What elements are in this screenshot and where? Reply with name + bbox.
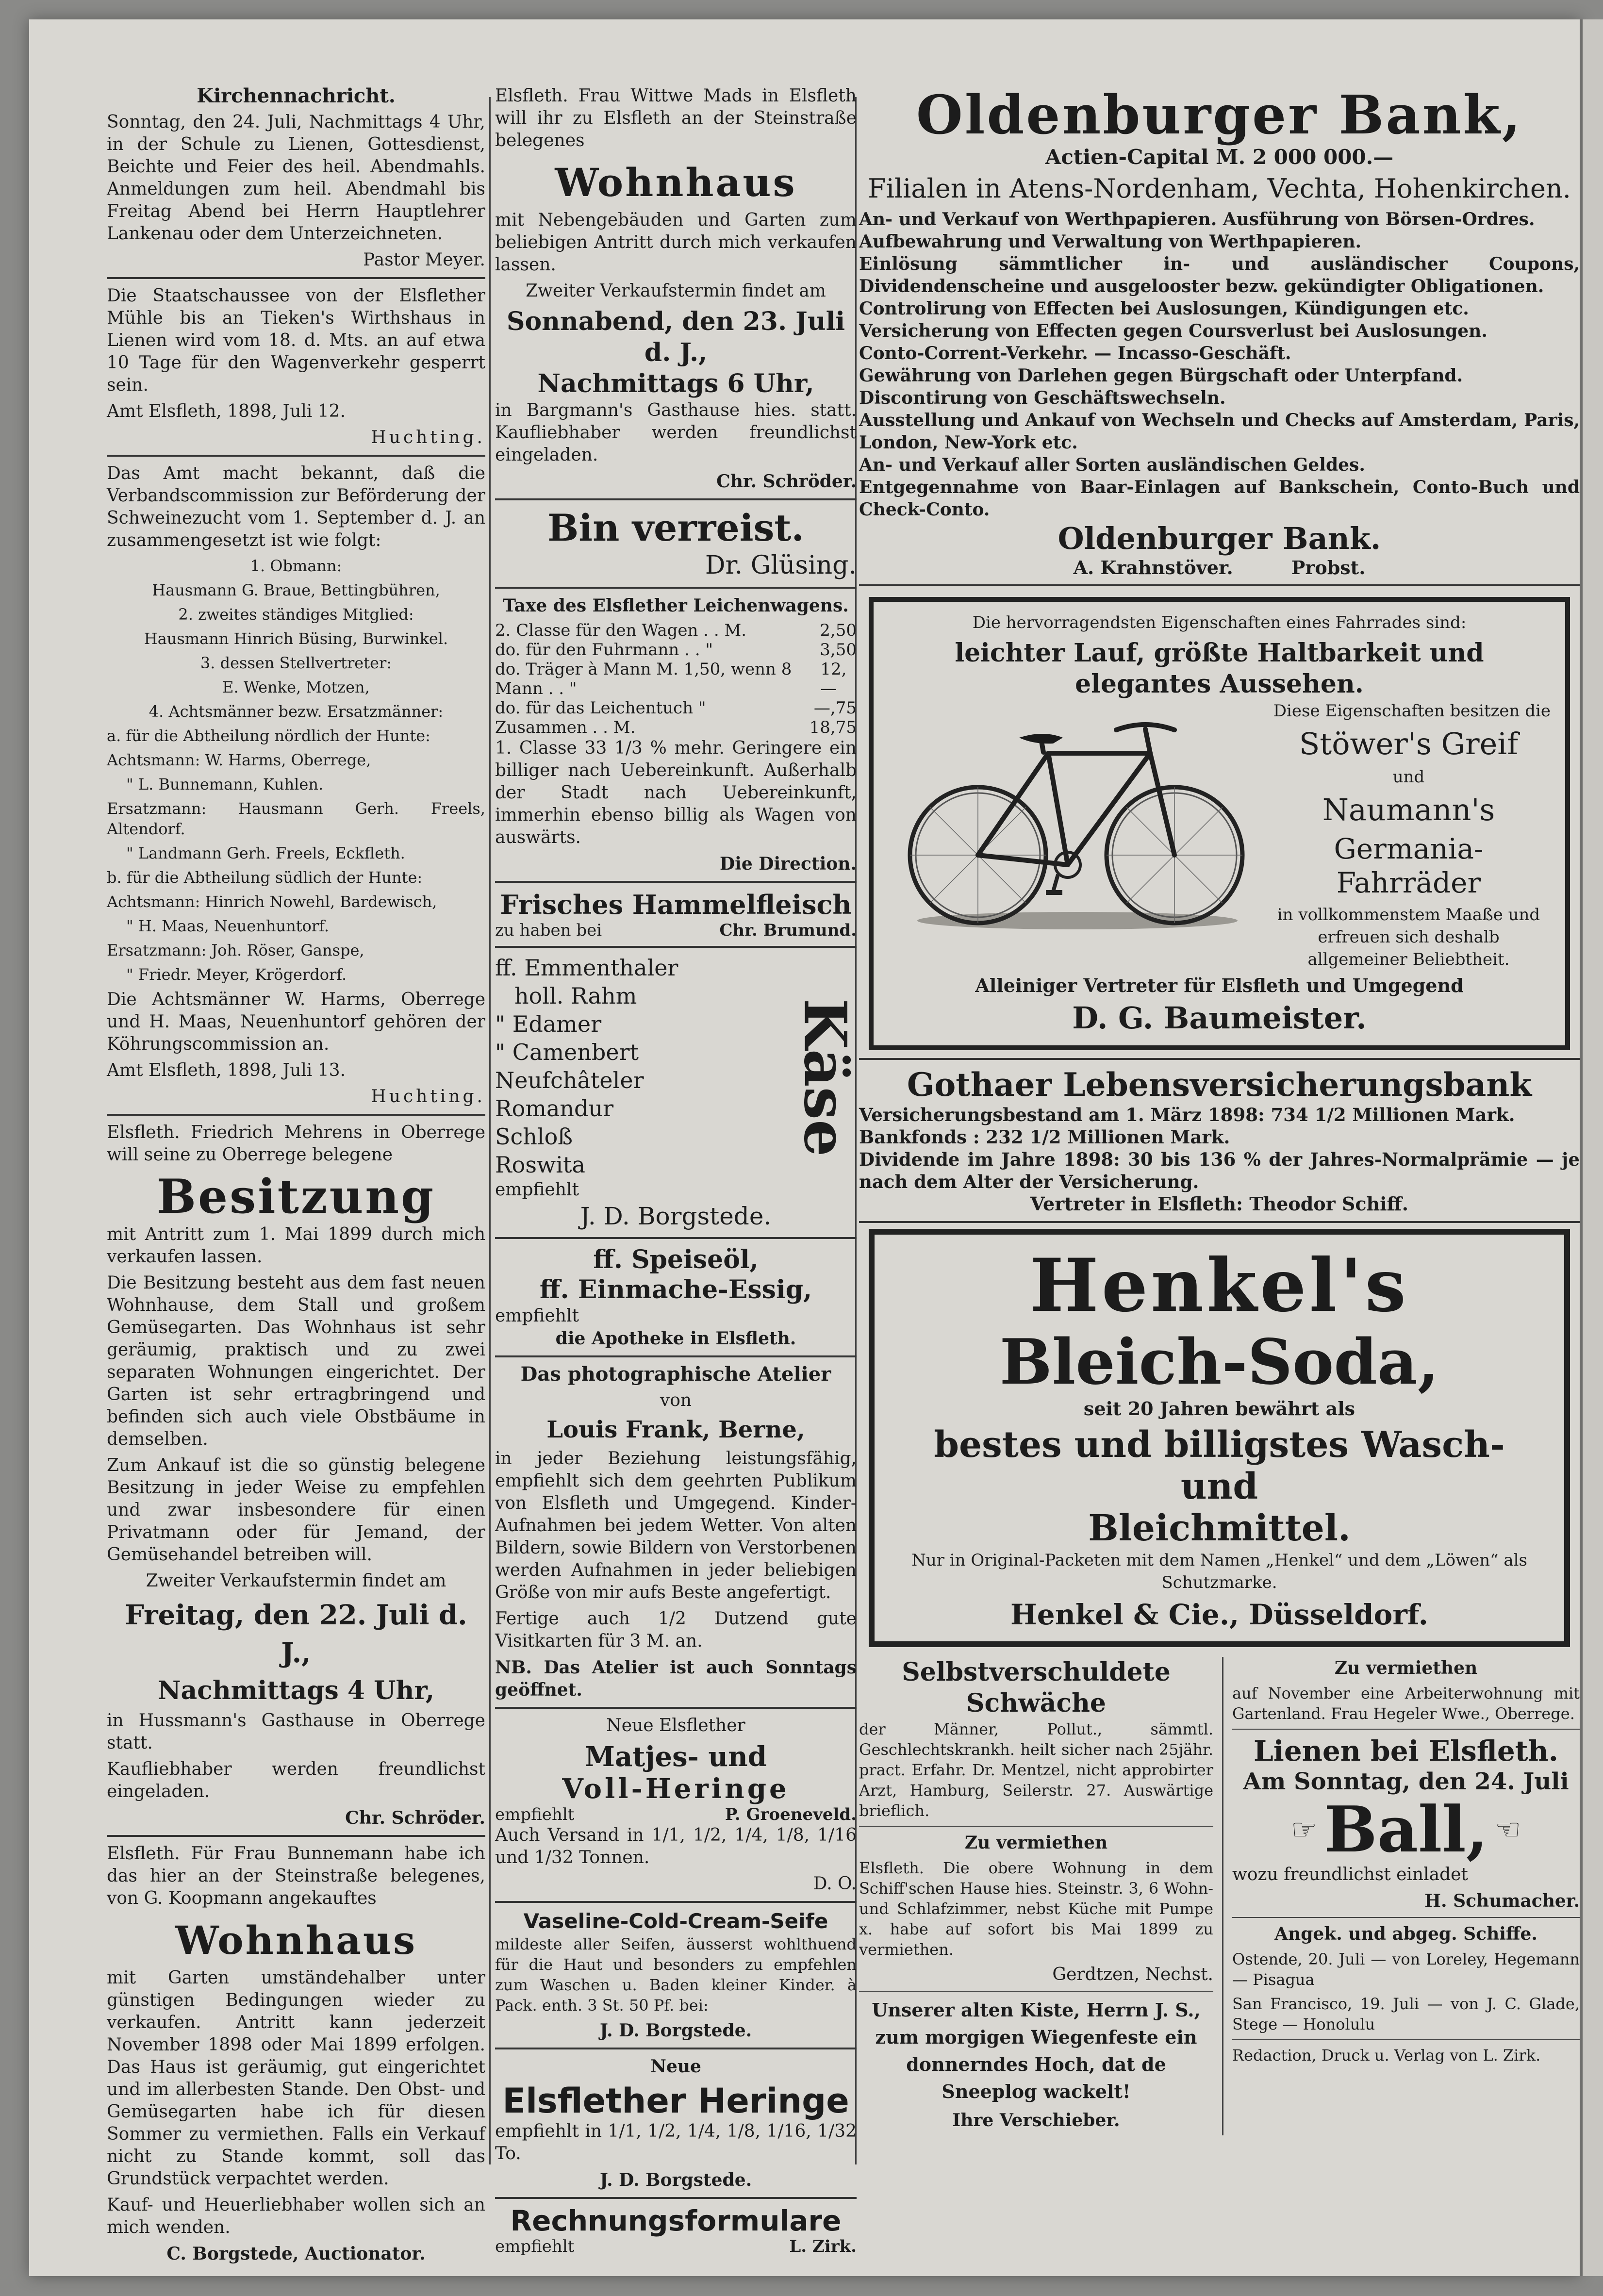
tariff-label: do. für das Leichentuch " — [495, 698, 706, 718]
herring-text: Auch Versand in 1/1, 1/2, 1/4, 1/8, 1/16 und 1/32 Tonnen. — [495, 1825, 857, 1867]
ball-date: Am Sonntag, den 24. Juli — [1243, 1768, 1569, 1795]
photo-nb: NB. Das Atelier ist auch Sonntags geöffnet. — [495, 1657, 857, 1700]
away-heading: Bin verreist. — [547, 506, 804, 549]
mutton-heading: Frisches Hammelfleisch — [500, 889, 852, 920]
mads-sale-time: Nachmittags 6 Uhr, — [537, 369, 814, 398]
bicycle-brand-3: Germania-Fahrräder — [1334, 832, 1484, 899]
vaseline-text: mildeste aller Seifen, äusserst wohlthuend für die Haut und besonders zu empfehlen zum Waschen u. Baden kleiner Kinder. à Pack. enth. 3 St. 50 Pf. bei: — [495, 1935, 857, 2015]
gotha-signature: Vertreter in Elsfleth: Theodor Schiff. — [1030, 1193, 1408, 1215]
mutton-signature: Chr. Brumund. — [719, 921, 857, 940]
divider — [495, 1901, 857, 1903]
bicycle-text-1: Diese Eigenschaften besitzen die — [1273, 701, 1551, 721]
tariff-label: 2. Classe für den Wagen . . M. — [495, 621, 747, 640]
pointing-hand-left-icon: ☞ — [1291, 1813, 1317, 1847]
weakness-text: der Männer, Pollut., sämmtl. Geschlechtskrankh. heilt sicher nach 25jähr. pract. Erfahr. Dr. Mentzel, nicht approbirter Arzt, Hamburg, Seilerstr. 27. Auswärtige brieflich. — [859, 1720, 1213, 1820]
cheese-item: " Camenbert — [495, 1039, 639, 1065]
greeting-text: Unserer alten Kiste, Herrn J. S., zum morgigen Wiegenfeste ein donnerndes Hoch, dat de Sneeplog wackelt! — [872, 1999, 1201, 2102]
ball-signature: H. Schumacher. — [1424, 1891, 1580, 1911]
bank-service: An- und Verkauf von Werthpapieren. Ausführung von Börsen-Ordres. — [859, 209, 1535, 230]
bank-service: An- und Verkauf aller Sorten ausländischen Geldes. — [859, 455, 1365, 475]
bank-signature-right: Probst. — [1291, 557, 1366, 578]
bank-service: Entgegennahme von Baar-Einlagen auf Bankschein, Conto-Buch und Check-Conto. — [859, 477, 1580, 520]
henkel-product: Bleich-Soda, — [999, 1326, 1439, 1399]
bank-service: Conto-Corrent-Verkehr. — Incasso-Geschäft. — [859, 343, 1291, 363]
tariff-value: 2,50 — [820, 621, 857, 640]
bank-signatures — [859, 557, 1580, 578]
gotha-title: Gothaer Lebensversicherungsbank — [907, 1066, 1532, 1104]
mads-signature: Chr. Schröder. — [716, 471, 857, 492]
henkel-claim-1: bestes und billigstes Wasch- und — [934, 1424, 1505, 1507]
cheese-item: ff. Emmenthaler — [495, 955, 678, 981]
mads-heading: Wohnhaus — [555, 160, 797, 205]
sale-signature: Chr. Schröder. — [345, 1808, 485, 1828]
mads-intro: Elsfleth. Frau Wittwe Mads in Elsfleth will ihr zu Elsfleth an der Steinstraße belegenes — [495, 86, 857, 150]
road-notice: Die Staatschaussee von der Elsflether Mühle bis an Tieken's Wirthshaus in Lienen wird vom 18. d. Mts. an auf etwa 10 Tage für den Wagenverkehr gesperrt sein. — [107, 286, 485, 395]
tariff-title: Taxe des Elsflether Leichenwagens. — [503, 595, 849, 616]
cheese-item: Neufchâteler — [495, 1067, 644, 1093]
gotha-line: Versicherungsbestand am 1. März 1898: 734 1/2 Millionen Mark. — [859, 1104, 1515, 1125]
bank-branches: Filialen in Atens-Nordenham, Vechta, Hohenkirchen. — [868, 173, 1571, 204]
rent2-title: Zu vermiethen — [964, 1833, 1108, 1853]
divider — [1232, 1917, 1580, 1918]
divider — [859, 1991, 1213, 1992]
oil-recommends: empfiehlt — [495, 1306, 579, 1326]
henkel-since: seit 20 Jahren bewährt als — [1083, 1398, 1355, 1420]
henkel-title: Henkel's — [1030, 1243, 1409, 1328]
tariff-row — [495, 640, 857, 660]
greeting-signature: Ihre Verschieber. — [952, 2110, 1120, 2131]
tariff-value: 18,75 — [809, 718, 857, 737]
sale-time: Nachmittags 4 Uhr, — [157, 1676, 435, 1705]
road-date: Amt Elsfleth, 1898, Juli 12. — [107, 401, 346, 421]
bicycle-text — [1267, 700, 1551, 975]
imprint: Redaction, Druck u. Verlag von L. Zirk. — [1232, 2046, 1541, 2065]
office-line: Hausmann Hinrich Büsing, Burwinkel. — [144, 629, 448, 648]
cheese-item: holl. Rahm — [514, 983, 637, 1009]
tariff-row — [495, 660, 857, 698]
office-date: Amt Elsfleth, 1898, Juli 13. — [107, 1060, 346, 1080]
forms-signature: L. Zirk. — [789, 2237, 857, 2256]
office-line: Hausmann G. Braue, Bettingbühren, — [152, 581, 440, 599]
bank-service: Einlösung sämmtlicher in- und ausländischer Coupons, Dividendenscheine und ausgelooster bezw. gekündigter Obligationen. — [859, 254, 1580, 297]
bicycle-illustration — [888, 700, 1267, 933]
besitzung-text: Zum Ankauf ist die so günstig belegene Besitzung in jeder Weise zu empfehlen und zwar insbesondere für einen Privatmann oder für Jemand, der Gemüsehandel betreiben will. — [107, 1455, 485, 1565]
divider — [1232, 2039, 1580, 2040]
bank-service: Discontirung von Geschäftswechseln. — [859, 388, 1226, 408]
mads-sale-date: Sonnabend, den 23. Juli d. J., — [506, 307, 845, 367]
column-1 — [107, 85, 485, 2269]
divider — [495, 2197, 857, 2199]
besitzung-text: mit Antritt zum 1. Mai 1899 durch mich verkaufen lassen. — [107, 1224, 485, 1267]
rent1-text: auf November eine Arbeiterwohnung mit Gartenland. Frau Hegeler Wwe., Oberrege. — [1232, 1684, 1580, 1723]
divider — [495, 1707, 857, 1709]
tariff-label: do. Träger à Mann M. 1,50, wenn 8 Mann . . " — [495, 660, 792, 698]
bicycle-signature: D. G. Baumeister. — [1072, 1000, 1367, 1036]
herring-pre: Neue Elsflether — [606, 1716, 745, 1735]
photo-name: Louis Frank, Berne, — [546, 1416, 805, 1443]
forms-row — [495, 2237, 857, 2256]
office-signature: Huchting. — [371, 1087, 485, 1107]
henkel-ad — [869, 1229, 1570, 1647]
herring-heading: Voll-Heringe — [562, 1773, 790, 1805]
cheese-item: Schloß — [495, 1123, 573, 1150]
house-intro: Elsfleth. Für Frau Bunnemann habe ich das hier an der Steinstraße belegenes, von G. Koopmann angekauftes — [107, 1844, 485, 1908]
mads-text: mit Nebengebäuden und Garten zum beliebigen Antritt durch mich verkaufen lassen. — [495, 210, 857, 275]
divider — [107, 1835, 485, 1837]
cheese-item: " Edamer — [495, 1011, 602, 1037]
bicycle-dealer: Alleiniger Vertreter für Elsfleth und Umgegend — [975, 975, 1464, 996]
divider — [495, 881, 857, 883]
mehrens-intro: Elsfleth. Friedrich Mehrens in Oberrege will seine zu Oberrege belegene — [107, 1123, 485, 1165]
bicycle-text-2: in vollkommenstem Maaße und erfreuen sich deshalb allgemeiner Beliebtheit. — [1277, 905, 1540, 969]
weakness-title: Selbstverschuldete Schwäche — [902, 1657, 1171, 1718]
house-signature: C. Borgstede, Auctionator. — [166, 2244, 426, 2264]
bank-service: Versicherung von Effecten gegen Coursverlust bei Auslosungen. — [859, 321, 1487, 341]
cheese-ad — [495, 954, 857, 1201]
mutton-sub: zu haben bei — [495, 921, 602, 940]
bottom-left — [859, 1657, 1223, 2135]
bank-title: Oldenburger Bank, — [916, 83, 1523, 146]
divider — [859, 1826, 1213, 1827]
sale-place: in Hussmann's Gasthause in Oberrege statt. — [107, 1711, 485, 1753]
divider — [107, 277, 485, 279]
mutton-row — [495, 921, 857, 940]
bank-capital: Actien-Capital M. 2 000 000.— — [1045, 145, 1394, 169]
henkel-claim-2: Bleichmittel. — [1088, 1507, 1351, 1549]
column-3 — [859, 85, 1580, 2135]
bank-service: Controlirung von Effecten bei Auslosungen, Kündigungen etc. — [859, 298, 1469, 319]
tariff-value: —,75 — [813, 698, 857, 718]
office-line: Ersatzmann: Hausmann Gerh. Freels, Altendorf. — [107, 799, 485, 838]
sale-invite: Kaufliebhaber werden freundlichst eingeladen. — [107, 1759, 485, 1801]
vinegar-heading: ff. Einmache-Essig, — [539, 1275, 812, 1305]
office-line: E. Wenke, Motzen, — [222, 678, 370, 696]
oil-signature: die Apotheke in Elsfleth. — [555, 1328, 796, 1349]
sale-date-intro: Zweiter Verkaufstermin findet am — [146, 1571, 446, 1591]
house-heading: Wohnhaus — [175, 1917, 417, 1963]
office-line: 2. zweites ständiges Mitglied: — [178, 605, 414, 624]
gotha-line: Dividende im Jahre 1898: 30 bis 136 % der Jahres-Normalprämie — je nach dem Alter der Versicherung. — [859, 1149, 1580, 1192]
office-line: Achtsmann: Hinrich Nowehl, Bardewisch, — [107, 892, 437, 911]
pointing-hand-right-icon: ☜ — [1495, 1813, 1521, 1847]
church-title: Kirchennachricht. — [197, 84, 396, 107]
divider — [495, 498, 857, 500]
bank-footer: Oldenburger Bank. — [1058, 521, 1381, 556]
tariff-label: Zusammen . . M. — [495, 718, 636, 737]
office-line: a. für die Abtheilung nördlich der Hunte: — [107, 727, 430, 745]
bicycle-ad — [869, 597, 1570, 1050]
mads-sale-intro: Zweiter Verkaufstermin findet am — [526, 281, 826, 301]
tariff-signature: Die Direction. — [719, 854, 857, 874]
forms-heading: Rechnungsformulare — [510, 2204, 842, 2237]
photo-von: von — [660, 1390, 692, 1410]
rent2-signature: Gerdtzen, Nechst. — [1052, 1965, 1213, 1984]
divider — [107, 455, 485, 457]
herring-recommends: empfiehlt — [495, 1805, 575, 1824]
ships-row: Ostende, 20. Juli — von Loreley, Hegemann — Pisagua — [1232, 1950, 1580, 1989]
bank-service: Gewährung von Darlehen gegen Bürgschaft oder Unterpfand. — [859, 365, 1463, 386]
cheese-word — [793, 954, 857, 1201]
mads-place: in Bargmann's Gasthause hies. statt. Kaufliebhaber werden freundlichst eingeladen. — [495, 400, 857, 465]
besitzung-heading: Besitzung — [156, 1169, 436, 1224]
tariff-row — [495, 718, 857, 737]
ball-heading-row — [1232, 1792, 1580, 1867]
rent1-title: Zu vermiethen — [1334, 1658, 1478, 1678]
elsfleth-herring-text: empfiehlt in 1/1, 1/2, 1/4, 1/8, 1/16, 1/32 To. — [495, 2121, 857, 2164]
vaseline-heading: Vaseline-Cold-Cream-Seife — [523, 1909, 828, 1933]
house-text: mit Garten umständehalber unter günstigen Bedingungen wieder zu verkaufen. Antritt kann jederzeit November 1898 oder Mai 1899 erfolgen. Das Haus ist geräumig, gut eingerichtet und im allerbesten Stande. Den Obst- und Gemüsegarten habe ich für diesen Sommer zu vermiethen. Falls ein Verkauf nicht zu Stande kommt, soll das Grundstück verpachtet werden. — [107, 1968, 485, 2189]
divider — [1232, 1729, 1580, 1730]
column-2 — [495, 85, 857, 2256]
office-line: " H. Maas, Neuenhuntorf. — [126, 917, 330, 935]
new-label: Neue — [650, 2056, 701, 2077]
cheese-signature: J. D. Borgstede. — [580, 1202, 772, 1230]
ball-word: Ball, — [1323, 1792, 1488, 1867]
cheese-list — [495, 954, 793, 1201]
bank-signature-left: A. Krahnstöver. — [1073, 557, 1233, 578]
bicycle-brand-1: Stöwer's Greif — [1299, 726, 1519, 761]
henkel-signature: Henkel & Cie., Düsseldorf. — [1010, 1598, 1428, 1631]
divider — [495, 587, 857, 589]
bank-service: Ausstellung und Ankauf von Wechseln und Checks auf Amsterdam, Paris, London, New-York etc. — [859, 410, 1580, 453]
cheese-word-text: Käse — [791, 998, 859, 1156]
besitzung-text: Die Besitzung besteht aus dem fast neuen Wohnhause, dem Stall und großem Gemüsegarten. Das Wohnhaus ist sehr geräumig, praktisch und zu zwei separaten Wohnungen eingerichtet. Der Garten ist sehr ertragbringend und befinden sich auch viele Obstbäume in demselben. — [107, 1273, 485, 1449]
ball-place: Lienen bei Elsfleth. — [1254, 1734, 1558, 1767]
divider — [495, 2048, 857, 2049]
tariff-row — [495, 621, 857, 640]
vaseline-signature: J. D. Borgstede. — [599, 2020, 752, 2041]
bank-service: Aufbewahrung und Verwaltung von Werthpapieren. — [859, 231, 1362, 252]
divider — [107, 1114, 485, 1116]
office-line: 1. Obmann: — [250, 557, 342, 575]
church-signature: Pastor Meyer. — [363, 250, 485, 270]
herring-heading: Matjes- und — [585, 1741, 767, 1773]
divider — [495, 946, 857, 948]
cheese-item: Romandur — [495, 1095, 614, 1122]
tariff-row — [495, 698, 857, 718]
office-line: " Landmann Gerh. Freels, Eckfleth. — [126, 844, 405, 862]
divider — [495, 1237, 857, 1239]
divider — [495, 1355, 857, 1357]
photo-text: Fertige auch 1/2 Dutzend gute Visitkarten für 3 M. an. — [495, 1609, 857, 1651]
bicycle-body — [888, 700, 1551, 975]
office-line: b. für die Abtheilung südlich der Hunte: — [107, 868, 423, 887]
tariff-label: do. für den Fuhrmann . . " — [495, 640, 713, 660]
tariff-value: 12,— — [820, 660, 847, 698]
bicycle-und: und — [1392, 767, 1425, 787]
photo-text: in jeder Beziehung leistungsfähig, empfiehlt sich dem geehrten Publikum von Elsfleth und Umgegend. Kinder-Aufnahmen bei jedem Wetter. Von alten Bildern, sowie Bildern von Verstorbenen werden Aufnahmen in jeder beliebigen Größe von mir aufs Beste angefertigt. — [495, 1449, 857, 1602]
ball-text: wozu freundlichst einladet — [1232, 1865, 1468, 1884]
cheese-recommends: empfiehlt — [495, 1180, 579, 1200]
divider — [859, 1221, 1580, 1223]
bottom-right — [1223, 1657, 1580, 2135]
bottom-columns — [859, 1657, 1580, 2135]
herring-initials: D. O. — [813, 1874, 857, 1894]
office-line: Achtsmann: W. Harms, Oberrege, — [107, 751, 371, 769]
bicycle-brand-2: Naumann's — [1322, 792, 1495, 827]
office-line: 3. dessen Stellvertreter: — [200, 654, 392, 672]
photo-title: Das photographische Atelier — [520, 1363, 831, 1386]
next-page-edge — [1580, 19, 1603, 2276]
away-signature: Dr. Glüsing. — [705, 551, 857, 580]
column-rule — [489, 97, 491, 2164]
sale-date: Freitag, den 22. Juli d. J., — [125, 1599, 467, 1669]
church-text: Sonntag, den 24. Juli, Nachmittags 4 Uhr, in der Schule zu Lienen, Gottesdienst, Beichte und Feier des heil. Abendmahls. Anmeldungen zum heil. Abendmahl bis Freitag Abend bei Herrn Hauptlehrer Lankenau oder dem Unterzeichneten. — [107, 112, 485, 244]
office-line: " L. Bunnemann, Kuhlen. — [126, 775, 324, 793]
office-end: Die Achtsmänner W. Harms, Oberrege und H. Maas, Neuenhuntorf gehören der Köhrungscommission an. — [107, 990, 485, 1054]
bicycle-headline: leichter Lauf, größte Haltbarkeit und elegantes Aussehen. — [955, 638, 1484, 699]
office-line: 4. Achtsmänner bezw. Ersatzmänner: — [149, 702, 444, 721]
herring-signature: P. Groeneveld. — [725, 1805, 857, 1824]
forms-recommends: empfiehlt — [495, 2237, 575, 2256]
gotha-line: Bankfonds : 232 1/2 Millionen Mark. — [859, 1126, 1230, 1148]
divider — [859, 1058, 1580, 1060]
ships-title: Angek. und abgeg. Schiffe. — [1274, 1924, 1537, 1944]
office-line: Ersatzmann: Joh. Röser, Ganspe, — [107, 941, 364, 959]
office-notice: Das Amt macht bekannt, daß die Verbandscommission zur Beförderung der Schweinezucht vom 1. September d. J. an zusammengesetzt ist wie folgt: — [107, 463, 485, 550]
oil-heading: ff. Speiseöl, — [593, 1245, 759, 1274]
elsfleth-herring-heading: Elsflether Heringe — [502, 2081, 849, 2121]
henkel-only: Nur in Original-Packeten mit dem Namen „Henkel“ und dem „Löwen“ als Schutzmarke. — [911, 1551, 1527, 1592]
herring-row — [495, 1805, 857, 1824]
road-signature: Huchting. — [371, 428, 485, 447]
office-line: " Friedr. Meyer, Krögerdorf. — [126, 965, 347, 984]
cheese-item: Roswita — [495, 1152, 585, 1178]
ships-row: San Francisco, 19. Juli — von J. C. Glade, Stege — Honolulu — [1232, 1995, 1580, 2033]
tariff-text: 1. Classe 33 1/3 % mehr. Geringere ein billiger nach Uebereinkunft. Außerhalb der Stadt nach Uebereinkunft, immerhin ebenso billig als Wagen von auswärts. — [495, 738, 857, 847]
elsfleth-herring-signature: J. D. Borgstede. — [599, 2170, 752, 2190]
house-invite: Kauf- und Heuerliebhaber wollen sich an mich wenden. — [107, 2195, 485, 2237]
divider — [859, 584, 1580, 586]
tariff-value: 3,50 — [820, 640, 857, 660]
bicycle-intro: Die hervorragendsten Eigenschaften eines Fahrrades sind: — [972, 613, 1467, 632]
rent2-text: Elsfleth. Die obere Wohnung in dem Schiff'schen Hause hies. Steinstr. 3, 6 Wohn- und Schlafzimmer, nebst Küche mit Pumpe x. habe auf sofort bis Mai 1899 zu vermiethen. — [859, 1859, 1213, 1959]
